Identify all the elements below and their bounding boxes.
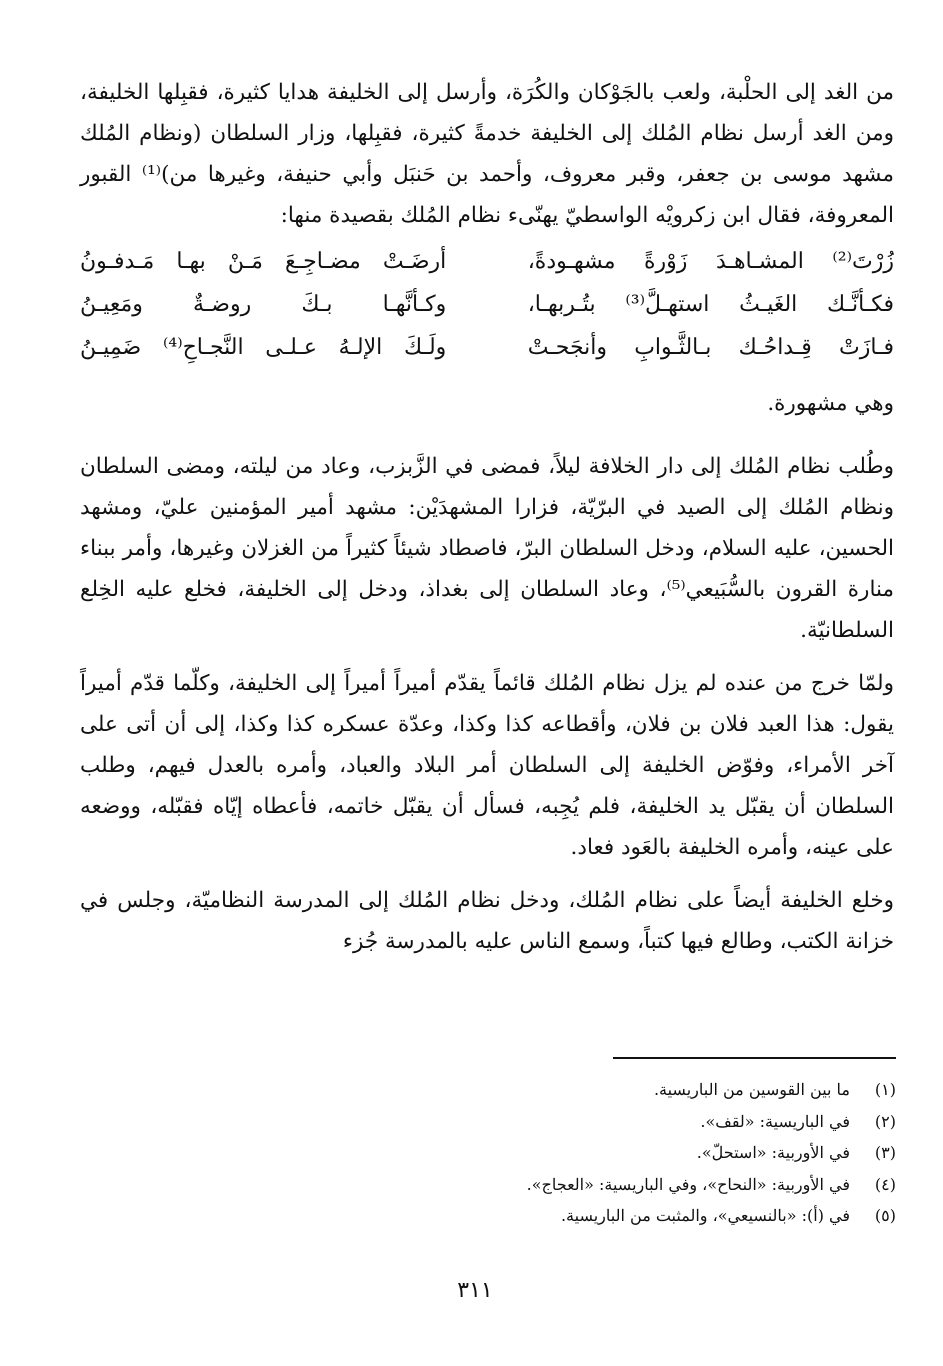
poem-verse [80, 326, 894, 369]
poem-closing-line: وهي مشهورة. [767, 391, 894, 416]
poem-hemistich-second: ولَـكَ الإلـهُ عـلـى النَّجـاحِ⁽⁴⁾ ضَمِيـنُ [80, 335, 447, 360]
paragraph-2: وطُلب نظام المُلك إلى دار الخلافة ليلاً، فمضى في الزَّبزب، وعاد من ليلته، ومضى السلطان ونظام المُلك إلى الصيد في البرّيّة، فزارا المشهدَيْن: مشهد أمير المؤمنين عليّ، ومشهد الحسين، عليه السلام، ودخل السلطان البرّ، فاصطاد شيئاً كثيراً من الغزلان وغيرها، وأمر ببناء منارة القرون بالسُّبَيعي⁽⁵⁾، وعاد السلطان إلى بغداذ، ودخل إلى الخليفة، فخلع عليه الخِلع السلطانيّة. [80, 453, 894, 643]
footnote-item [200, 1074, 896, 1106]
page-body [80, 72, 894, 962]
poem-verse [80, 283, 894, 326]
page-number: ٣١١ [457, 1278, 493, 1303]
footnote-text: ما بين القوسين من الباريسية. [653, 1080, 850, 1099]
footnote-number: (٣) [874, 1143, 896, 1162]
footnote-divider [613, 1057, 896, 1059]
footnote-number: (٢) [874, 1111, 896, 1131]
footnote-number: (٥) [874, 1206, 896, 1225]
footnote-number: (٤) [874, 1174, 896, 1194]
footnote-text: في الأوربية: «النحاح»، وفي الباريسية: «العجاج». [526, 1174, 850, 1194]
footnote-item [200, 1106, 896, 1138]
footnote-item [200, 1169, 896, 1201]
footnote-item [200, 1137, 896, 1169]
poem-verse [80, 240, 894, 283]
footnote-text: في الأوربية: «استحلّ». [696, 1143, 850, 1162]
poem-hemistich-second: وكـأنَّهـا بـكَ روضـةٌ ومَعِيـنُ [80, 292, 447, 317]
paragraph-4: وخلع الخليفة أيضاً على نظام المُلك، ودخل نظام المُلك إلى المدرسة النظاميّة، وجلس في خزانة الكتب، وطالع فيها كتباً، وسمع الناس عليه بالمدرسة جُزء [80, 887, 894, 954]
footnotes [200, 1074, 896, 1232]
footnote-number: (١) [874, 1080, 896, 1099]
footnote-text: في (أ): «بالنسيعي»، والمثبت من الباريسية. [560, 1206, 850, 1225]
poem-hemistich-second: أرضَـتْ مضـاجِـعَ مَـنْ بهـا مَـدفـونُ [80, 249, 447, 274]
poem [80, 240, 894, 369]
poem-hemistich-first: فـازَتْ قِـداحُـك بـالثَّـوابِ وأنجَحـتْ [527, 335, 894, 360]
paragraph-1: من الغد إلى الحلْبة، ولعب بالجَوْكان والكُرَة، وأرسل إلى الخليفة هدايا كثيرة، فقبِلها الخليفة، ومن الغد أرسل نظام المُلك إلى الخليفة خدمةً كثيرة، فقبِلها، وزار السلطان (ونظام المُلك مشهد موسى بن جعفر، وقبر معروف، وأحمد بن حَنبَل وأبي حنيفة، وغيرها من)⁽¹⁾ القبور المعروفة، فقال ابن زكرويْه الواسطيّ يهنّىء نظام المُلك بقصيدة منها: [80, 80, 894, 228]
footnote-text: في الباريسية: «لقف». [700, 1111, 850, 1131]
footnote-item [200, 1200, 896, 1232]
poem-hemistich-first: زُرْتَ⁽²⁾ المشـاهـدَ زَوْرةً مشهـودةً، [527, 249, 894, 274]
poem-hemistich-first: فكـأنَّـك الغَيـثُ استهـلَّ⁽³⁾ بتُـربهـا، [527, 292, 894, 317]
paragraph-3: ولمّا خرج من عنده لم يزل نظام المُلك قائماً يقدّم أميراً أميراً إلى الخليفة، وكلّما قدّم أميراً يقول: هذا العبد فلان بن فلان، وأقطاعه كذا وكذا، وعدّة عسكره كذا وكذا، إلى أن أتى على آخر الأمراء، وفوّض الخليفة إلى السلطان أمر البلاد والعباد، وأمره بالعدل فيهم، وطلب السلطان أن يقبّل يد الخليفة، فلم يُجِبه، فسأل أن يقبّل خاتمه، فأعطاه إيّاه فقبّله، ووضعه على عينه، وأمره الخليفة بالعَود فعاد. [80, 670, 894, 860]
